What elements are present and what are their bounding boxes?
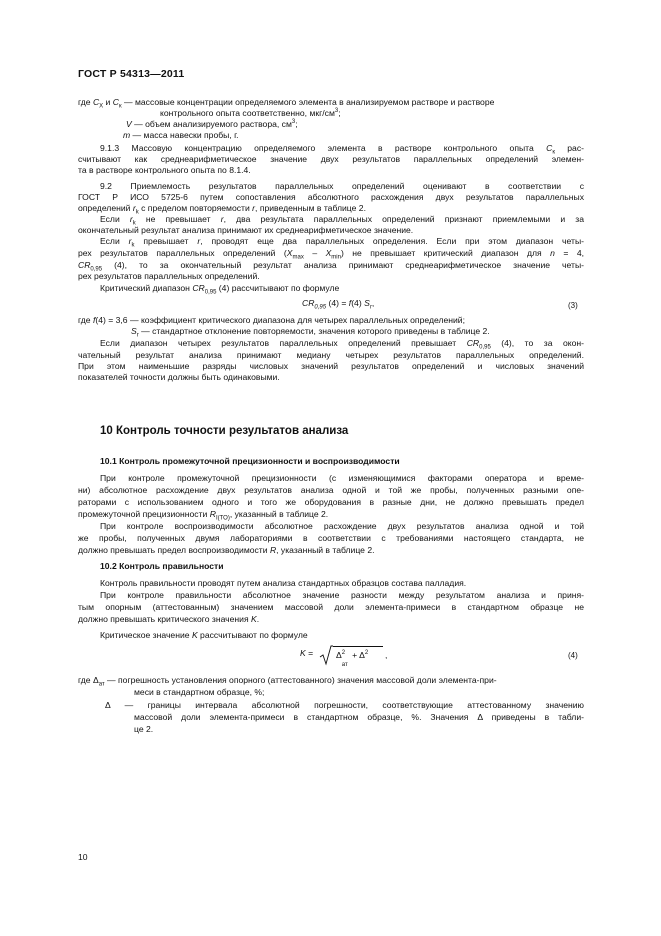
paragraph-line: Контроль правильности проводят путем анализа стандартных образцов состава палладия. <box>100 578 467 588</box>
equation-number: (4) <box>568 651 578 660</box>
paragraph-line: должно превышать критического значения K. <box>78 614 260 624</box>
definition-line: где $C_X$ и $C_к$ — массовые концентрации определяемого элемента в анализируемом растворе и растворе <box>78 97 495 110</box>
definition-line: контрольного опыта соответственно, мкг/$см^3$; <box>160 108 341 118</box>
page-number: 10 <box>78 852 88 862</box>
sqrt-overline <box>333 646 383 647</box>
paragraph-line: тым опорным (аттестованным) значением массовой доли элемента-примеси в стандартном образце не <box>78 602 584 612</box>
sqrt-sign <box>319 644 333 666</box>
document-header: ГОСТ Р 54313—2011 <box>78 68 185 80</box>
paragraph-line: определений $r_k$ с пределом повторяемости r, приведенным в таблице 2. <box>78 203 366 216</box>
paragraph-line: раторами с использованием одного и того же оборудования в разные дни, не должно превышать предел <box>78 497 584 507</box>
paragraph-line: окончательный результат анализа принимают их среднеарифметическое значение. <box>78 225 414 235</box>
formula-comma: , <box>385 650 388 660</box>
paragraph-line: Если $r_k$ превышает r, проводят еще два параллельных определения. Если при этом диапазон четы- <box>100 236 584 249</box>
paragraph-line: При контроле воспроизводимости абсолютное расхождение двух результатов анализа одной и той <box>100 521 584 531</box>
paragraph-line: должно превышать предел воспроизводимости R, указанный в таблице 2. <box>78 545 375 555</box>
paragraph-line: рех результатов параллельных определений. <box>78 271 260 281</box>
paragraph-line: считывают как среднеарифметическое значение двух результатов параллельных определений элемен- <box>78 154 584 164</box>
paragraph-line: При контроле правильности абсолютное значение разности между результатом анализа и приня- <box>100 590 584 600</box>
paragraph-line: чательный результат анализа принимают медиану четырех результатов параллельных определений. <box>78 350 584 360</box>
definition-line: массовой доли элемента-примеси в стандартном образце, %. Значения Δ приведены в табли- <box>134 712 584 722</box>
subsection-heading: 10.1 Контроль промежуточной прецизионности и воспроизводимости <box>100 456 400 466</box>
paragraph-line: 9.2 Приемлемость результатов параллельных определений оценивают в соответствии с <box>100 181 584 191</box>
paragraph-line: При этом наименьшие разряды числовых значений результатов определений и числовых значений <box>78 361 584 371</box>
definition-line: $S_r$ — стандартное отклонение повторяемости, значения которого приведены в таблице 2. <box>131 326 490 339</box>
section-heading: 10 Контроль точности результатов анализа <box>100 425 349 437</box>
definition-line: Δ — границы интервала абсолютной погрешности, соответствующие аттестованному значению <box>105 700 584 710</box>
paragraph-line: 9.1.3 Массовую концентрацию определяемого элемента в растворе контрольного опыта $C_к$ рас- <box>100 143 584 156</box>
paragraph-line: же пробы, полученных двумя лабораториями в соответствии с требованиями настоящего стандарта, не <box>78 533 584 543</box>
equation-number: (3) <box>568 301 578 310</box>
paragraph-line: промежуточной прецизионности $R_{I(TO)}$, указанный в таблице 2. <box>78 509 329 522</box>
paragraph-line: Если $r_k$ не превышает r, два результата параллельных определений признают приемлемыми и за <box>100 214 584 227</box>
formula-3: $CR_{0,95}$ (4) = f(4) $S_r$, <box>302 298 375 311</box>
paragraph-line: Критический диапазон $CR_{0,95}$ (4) рассчитывают по формуле <box>100 283 340 296</box>
definition-line: це 2. <box>134 724 154 734</box>
definition-line: m — масса навески пробы, г. <box>123 130 239 140</box>
subsection-heading: 10.2 Контроль правильности <box>100 561 224 571</box>
definition-line: где f(4) = 3,6 — коэффициент критического диапазона для четырех параллельных определений; <box>78 315 465 325</box>
paragraph-line: $CR_{0,95}$ (4), то за окончательный результат анализа принимают среднеарифметическое значение четы- <box>78 260 584 273</box>
paragraph-line: Если диапазон четырех результатов параллельных определений превышает $CR_{0,95}$ (4), то за окон- <box>100 338 584 351</box>
paragraph-line: Критическое значение K рассчитывают по формуле <box>100 630 308 640</box>
definition-line: V — объем анализируемого раствора, $см^3$; <box>126 119 298 129</box>
definition-line: меси в стандартном образце, %; <box>134 687 265 697</box>
paragraph-line: показателей точности должны быть одинаковыми. <box>78 372 280 382</box>
paragraph-line: рех результатов параллельных определений $(X_{max} - X_{min})$ не превышает критический диапазон для n = 4, <box>78 248 585 261</box>
paragraph-line: При контроле промежуточной прецизионности (с изменяющимися факторами оператора и време- <box>100 473 584 483</box>
definition-line: где $\Delta_{ат}$ — погрешность установления опорного (аттестованного) значения массовой доли элемента-при- <box>78 675 497 688</box>
paragraph-line: та в растворе контрольного опыта по 8.1.4. <box>78 165 251 175</box>
paragraph-line: ГОСТ Р ИСО 5725-6 путем сопоставления абсолютного расхождения двух результатов параллельных <box>78 192 584 202</box>
sqrt-radicand: Δ 2 ат + $\Delta^2$ <box>336 650 369 668</box>
paragraph-line: ни) абсолютное расхождение двух результатов анализа одной и той же пробы, полученных разными опе- <box>78 485 584 495</box>
formula-4: K = <box>300 648 314 658</box>
